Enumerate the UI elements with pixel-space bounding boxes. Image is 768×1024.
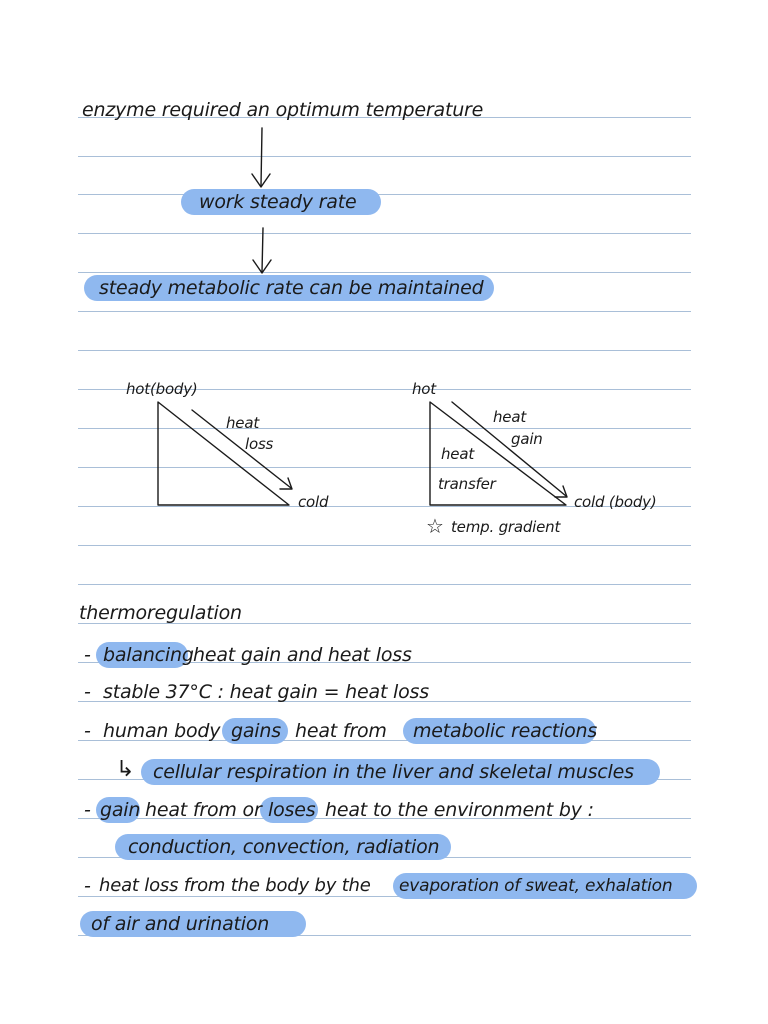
item-2-text-a: human body [103,720,221,742]
left-hot-label: hot(body) [126,380,198,398]
left-arrow-label-2: loss [245,435,274,453]
flow-arrow-1 [261,128,262,186]
star-icon: ☆ [426,514,444,538]
flow-middle-text: work steady rate [199,191,357,213]
item-6-highlight: evaporation of sweat, exhalation [399,876,673,896]
section-title: thermoregulation [79,602,242,624]
sub-arrow-icon: ↳ [116,757,135,782]
item-4-text-a: heat from or [145,799,262,821]
flow-top-text: enzyme required an optimum temperature [82,99,484,121]
right-cold-label: cold (body) [574,493,657,511]
item-6-text-a: heat loss from the body by the [99,875,371,896]
item-5-highlight: conduction, convection, radiation [128,836,440,858]
bullet-dash: - [84,875,91,897]
bullet-dash: - [84,644,91,666]
right-note-label: temp. gradient [451,518,561,536]
item-7-highlight: of air and urination [91,913,270,935]
right-hot-label: hot [412,380,436,398]
item-0-highlight: balancing [103,644,194,666]
item-2-text-b: heat from [295,720,387,742]
left-arrow-label-1: heat [226,414,260,432]
bullet-dash: - [84,681,91,703]
item-0-text: heat gain and heat loss [193,644,412,666]
bullet-dash: - [84,799,91,821]
flow-bottom-text: steady metabolic rate can be maintained [99,277,484,299]
right-inner-label-1: heat [441,445,475,463]
left-cold-label: cold [298,493,329,511]
item-4-text-b: heat to the environment by : [325,799,594,821]
item-2-highlight-2: metabolic reactions [413,720,598,742]
bullet-dash: - [84,720,91,742]
right-arrow-label-2: gain [511,430,543,448]
left-triangle [158,402,289,505]
item-4-highlight-2: loses [268,799,316,821]
right-arrow-label-1: heat [493,408,527,426]
right-inner-label-2: transfer [438,475,496,493]
item-3-highlight: cellular respiration in the liver and skeletal muscles [153,761,634,783]
flow-arrow-2 [262,228,263,272]
item-1-text: stable 37°C : heat gain = heat loss [103,681,429,703]
item-2-highlight-1: gains [231,720,281,742]
item-4-highlight-1: gain [100,799,141,821]
